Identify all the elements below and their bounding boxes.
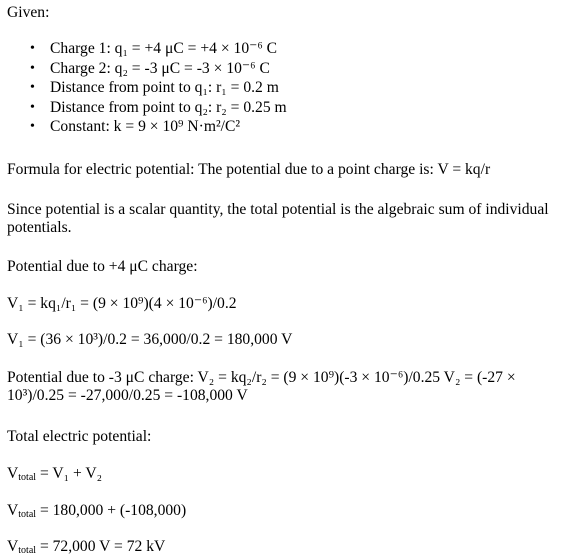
v-total-symbol: V <box>7 538 19 555</box>
v-total-symbol: V <box>7 465 19 482</box>
given-item-charge-2: • Charge 2: q₂ = -3 μC = -3 × 10⁻⁶ C <box>7 60 287 80</box>
total-equation-1-rhs: = V₁ + V₂ <box>36 465 103 482</box>
v-total-subscript: total <box>18 472 37 483</box>
total-equation-3-rhs: = 72,000 V = 72 kV <box>36 538 166 555</box>
v1-equation-1: V₁ = kq₁/r₁ = (9 × 10⁹)(4 × 10⁻⁶)/0.2 <box>7 295 237 312</box>
total-heading: Total electric potential: <box>7 428 152 445</box>
given-item-constant: • Constant: k = 9 × 10⁹ N·m²/C² <box>7 118 287 138</box>
total-equation-2-rhs: = 180,000 + (-108,000) <box>36 502 187 519</box>
v-total-symbol: V <box>7 502 19 519</box>
v2-paragraph: Potential due to -3 μC charge: V₂ = kq₂/r₂ = (9 × 10⁹)(-3 × 10⁻⁶)/0.25 V₂ = (-27 × 10³)/0.25 = -27,000/0.25 = -108,000 V <box>7 369 516 404</box>
v-total-subscript: total <box>18 545 37 556</box>
given-list <box>7 40 287 138</box>
total-equation-3 <box>7 538 165 558</box>
given-item-distance-2: • Distance from point to q₂: r₂ = 0.25 m <box>7 99 287 119</box>
scalar-note: Since potential is a scalar quantity, the total potential is the algebraic sum of individual potentials. <box>7 201 549 236</box>
v1-heading: Potential due to +4 μC charge: <box>7 258 198 275</box>
given-item-charge-1: • Charge 1: q₁ = +4 μC = +4 × 10⁻⁶ C <box>7 40 287 60</box>
total-equation-2 <box>7 502 186 522</box>
total-equation-1 <box>7 465 102 485</box>
given-item-distance-1: • Distance from point to q₁: r₁ = 0.2 m <box>7 79 287 99</box>
v-total-subscript: total <box>18 509 37 520</box>
given-heading: Given: <box>7 4 50 21</box>
v1-equation-2: V₁ = (36 × 10³)/0.2 = 36,000/0.2 = 180,000 V <box>7 331 293 348</box>
formula-line: Formula for electric potential: The potential due to a point charge is: V = kq/r <box>7 161 491 178</box>
